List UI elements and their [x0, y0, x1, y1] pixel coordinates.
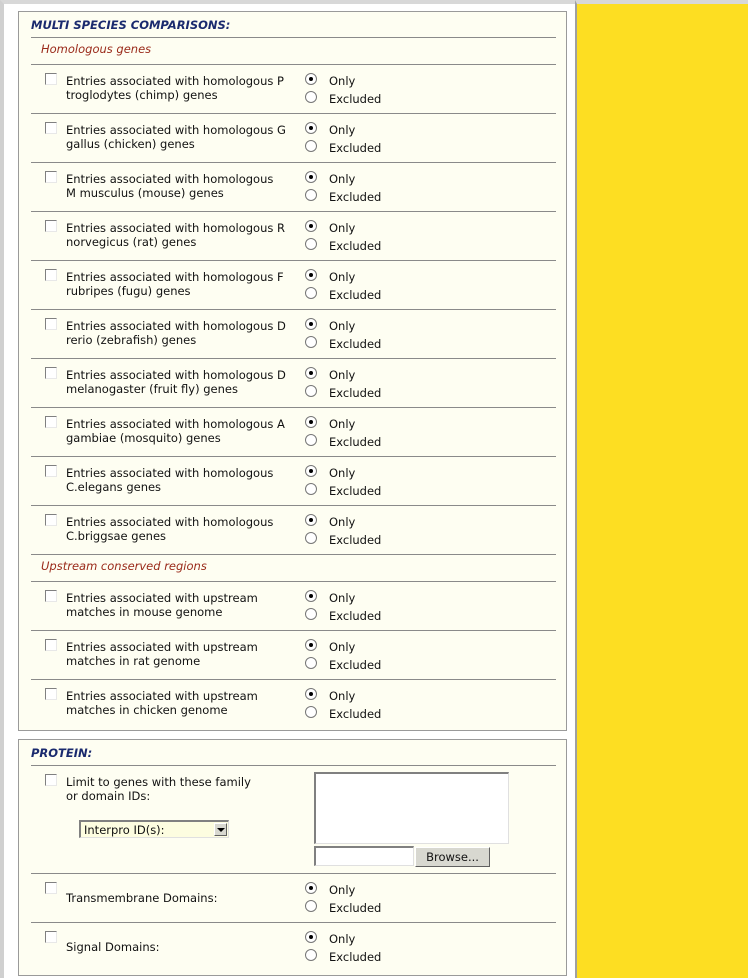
- domain-id-filter-checkbox[interactable]: [45, 774, 57, 786]
- transmembrane-only-label: Only: [329, 883, 356, 897]
- excluded-label: Excluded: [329, 337, 382, 351]
- excluded-radio[interactable]: [305, 657, 317, 669]
- excluded-radio[interactable]: [305, 91, 317, 103]
- filter-checkbox[interactable]: [45, 318, 57, 330]
- filter-checkbox[interactable]: [45, 465, 57, 477]
- multi-species-section: [18, 11, 567, 731]
- excluded-label: Excluded: [329, 609, 382, 623]
- signal-only-label: Only: [329, 932, 356, 946]
- filter-row: [31, 64, 556, 113]
- only-label: Only: [329, 319, 356, 333]
- protein-title: PROTEIN:: [31, 746, 93, 760]
- upstream-regions-subheading: [31, 554, 556, 581]
- only-label: Only: [329, 640, 356, 654]
- excluded-label: Excluded: [329, 92, 382, 106]
- only-label: Only: [329, 466, 356, 480]
- excluded-label: Excluded: [329, 288, 382, 302]
- excluded-radio[interactable]: [305, 140, 317, 152]
- excluded-label: Excluded: [329, 707, 382, 721]
- filter-row: [31, 358, 556, 407]
- excluded-radio[interactable]: [305, 238, 317, 250]
- only-label: Only: [329, 123, 356, 137]
- homologous-genes-subheading: [31, 37, 556, 64]
- only-radio[interactable]: [305, 73, 317, 85]
- signal-checkbox[interactable]: [45, 931, 57, 943]
- excluded-label: Excluded: [329, 533, 382, 547]
- filter-label: Entries associated with homologous D rerio (zebrafish) genes: [66, 319, 286, 347]
- filter-label: Entries associated with homologous P troglodytes (chimp) genes: [66, 74, 284, 102]
- filter-label: Entries associated with upstream matches in mouse genome: [66, 591, 258, 619]
- only-radio[interactable]: [305, 269, 317, 281]
- filter-row: [31, 211, 556, 260]
- only-label: Only: [329, 515, 356, 529]
- filter-checkbox[interactable]: [45, 73, 57, 85]
- only-label: Only: [329, 591, 356, 605]
- filter-label: Entries associated with homologous F rubripes (fugu) genes: [66, 270, 284, 298]
- filter-label: Entries associated with upstream matches in chicken genome: [66, 689, 258, 717]
- transmembrane-only-radio[interactable]: [305, 882, 317, 894]
- filter-checkbox[interactable]: [45, 416, 57, 428]
- excluded-label: Excluded: [329, 239, 382, 253]
- filter-row: [31, 630, 556, 679]
- excluded-radio[interactable]: [305, 532, 317, 544]
- filter-checkbox[interactable]: [45, 171, 57, 183]
- filter-checkbox[interactable]: [45, 269, 57, 281]
- transmembrane-excluded-radio[interactable]: [305, 900, 317, 912]
- filter-label: Entries associated with homologous C.briggsae genes: [66, 515, 274, 543]
- browse-button[interactable]: Browse...: [415, 847, 490, 867]
- only-label: Only: [329, 221, 356, 235]
- excluded-label: Excluded: [329, 190, 382, 204]
- filter-checkbox[interactable]: [45, 367, 57, 379]
- filter-label: Entries associated with homologous G gallus (chicken) genes: [66, 123, 286, 151]
- side-panel: [575, 0, 748, 978]
- multi-species-title: MULTI SPECIES COMPARISONS:: [31, 18, 231, 32]
- only-radio[interactable]: [305, 416, 317, 428]
- filter-row: [31, 162, 556, 211]
- domain-ids-textarea[interactable]: [314, 772, 509, 844]
- filter-checkbox[interactable]: [45, 688, 57, 700]
- only-label: Only: [329, 689, 356, 703]
- excluded-radio[interactable]: [305, 608, 317, 620]
- excluded-label: Excluded: [329, 658, 382, 672]
- excluded-radio[interactable]: [305, 189, 317, 201]
- signal-row: [31, 922, 556, 971]
- id-type-select[interactable]: [79, 820, 229, 838]
- transmembrane-row: [31, 873, 556, 922]
- excluded-radio[interactable]: [305, 385, 317, 397]
- filter-row: [31, 407, 556, 456]
- signal-excluded-radio[interactable]: [305, 949, 317, 961]
- only-radio[interactable]: [305, 639, 317, 651]
- filter-checkbox[interactable]: [45, 220, 57, 232]
- excluded-radio[interactable]: [305, 287, 317, 299]
- id-type-select-value: Interpro ID(s):: [84, 823, 165, 837]
- filter-label: Entries associated with homologous C.elegans genes: [66, 466, 274, 494]
- filter-label: Entries associated with homologous A gambiae (mosquito) genes: [66, 417, 285, 445]
- only-label: Only: [329, 417, 356, 431]
- only-radio[interactable]: [305, 318, 317, 330]
- excluded-radio[interactable]: [305, 336, 317, 348]
- signal-only-radio[interactable]: [305, 931, 317, 943]
- domain-id-filter-label: Limit to genes with these family or domain IDs:: [66, 775, 251, 803]
- domain-id-filter-row: [31, 765, 556, 873]
- excluded-radio[interactable]: [305, 706, 317, 718]
- only-radio[interactable]: [305, 220, 317, 232]
- excluded-radio[interactable]: [305, 434, 317, 446]
- excluded-label: Excluded: [329, 141, 382, 155]
- transmembrane-label: Transmembrane Domains:: [66, 891, 218, 905]
- excluded-label: Excluded: [329, 484, 382, 498]
- domain-ids-file-input[interactable]: [314, 846, 414, 866]
- only-radio[interactable]: [305, 122, 317, 134]
- homologous-genes-label: Homologous genes: [41, 42, 152, 56]
- transmembrane-checkbox[interactable]: [45, 882, 57, 894]
- filter-row: [31, 309, 556, 358]
- filter-checkbox[interactable]: [45, 122, 57, 134]
- signal-excluded-label: Excluded: [329, 950, 382, 964]
- filter-checkbox[interactable]: [45, 590, 57, 602]
- protein-section: [18, 739, 567, 976]
- filter-row: [31, 679, 556, 728]
- only-label: Only: [329, 368, 356, 382]
- only-radio[interactable]: [305, 688, 317, 700]
- excluded-radio[interactable]: [305, 483, 317, 495]
- only-radio[interactable]: [305, 590, 317, 602]
- filter-label: Entries associated with homologous D melanogaster (fruit fly) genes: [66, 368, 286, 396]
- filter-row: [31, 581, 556, 630]
- only-label: Only: [329, 74, 356, 88]
- only-label: Only: [329, 172, 356, 186]
- filter-label: Entries associated with upstream matches in rat genome: [66, 640, 258, 668]
- signal-label: Signal Domains:: [66, 940, 160, 954]
- excluded-label: Excluded: [329, 435, 382, 449]
- upstream-regions-label: Upstream conserved regions: [41, 559, 207, 573]
- filter-row: [31, 456, 556, 505]
- filter-checkbox[interactable]: [45, 514, 57, 526]
- only-label: Only: [329, 270, 356, 284]
- only-radio[interactable]: [305, 367, 317, 379]
- only-radio[interactable]: [305, 465, 317, 477]
- only-radio[interactable]: [305, 514, 317, 526]
- filter-label: Entries associated with homologous R norvegicus (rat) genes: [66, 221, 285, 249]
- filter-row: [31, 113, 556, 162]
- filter-row: [31, 260, 556, 309]
- filter-label: Entries associated with homologous M musculus (mouse) genes: [66, 172, 274, 200]
- excluded-label: Excluded: [329, 386, 382, 400]
- chevron-down-icon[interactable]: [214, 823, 227, 836]
- filter-row: [31, 505, 556, 554]
- filter-checkbox[interactable]: [45, 639, 57, 651]
- only-radio[interactable]: [305, 171, 317, 183]
- transmembrane-excluded-label: Excluded: [329, 901, 382, 915]
